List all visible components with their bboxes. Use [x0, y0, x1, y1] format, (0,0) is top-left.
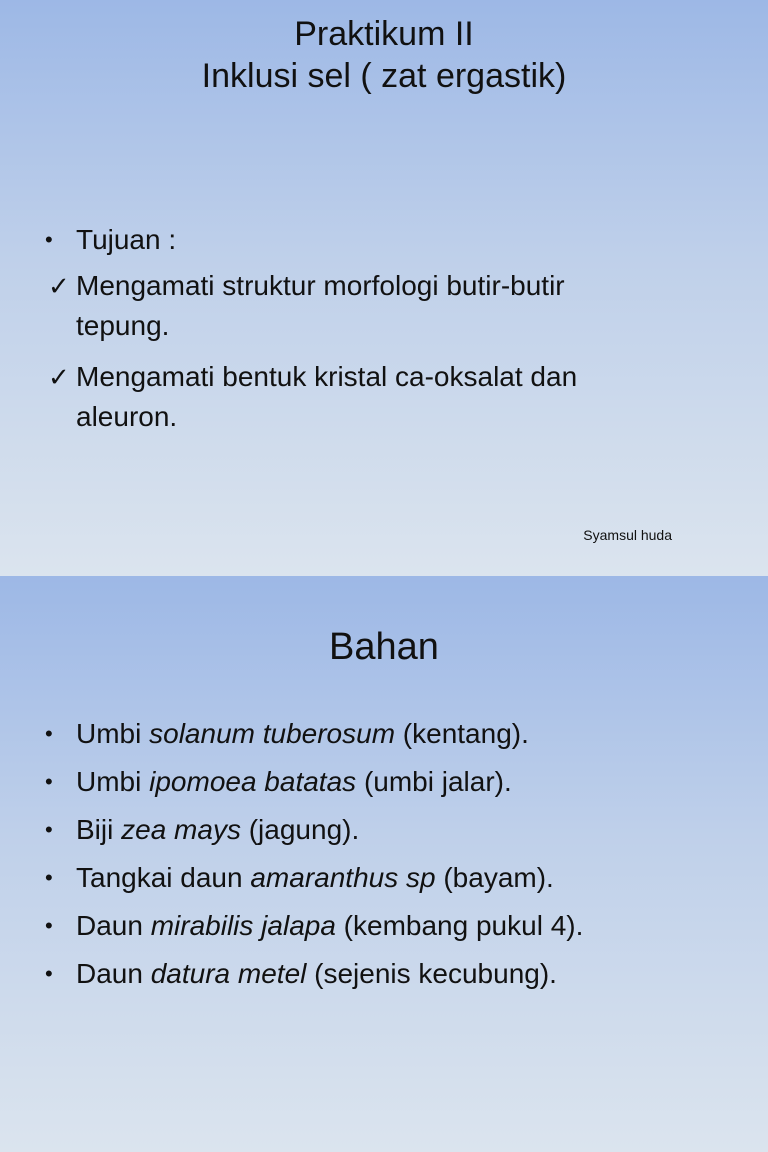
bullet-icon: •	[45, 817, 53, 842]
bullet-icon: •	[45, 769, 53, 794]
list-item	[45, 810, 735, 850]
objective-2-line-1: Mengamati bentuk kristal ca-oksalat dan	[76, 361, 578, 392]
item-suffix: (kentang).	[395, 718, 529, 749]
list-item	[45, 954, 735, 994]
item-prefix: Umbi	[76, 718, 150, 749]
item-suffix: (sejenis kecubung).	[306, 958, 557, 989]
bullet-icon: •	[45, 913, 53, 938]
objective-2-line-2: aleuron.	[76, 401, 178, 432]
bullet-icon: •	[45, 721, 53, 746]
objectives-list	[45, 220, 735, 448]
title-line-1: Praktikum II	[294, 15, 474, 53]
bullet-icon: •	[45, 961, 53, 986]
list-item	[45, 714, 735, 754]
author-name: Syamsul huda	[583, 527, 672, 543]
check-icon: ✓	[48, 271, 70, 301]
list-item	[45, 762, 735, 802]
list-item-objective-2	[45, 357, 735, 437]
species-name: mirabilis jalapa	[150, 910, 336, 941]
bahan-title: Bahan	[329, 626, 439, 668]
species-name: solanum tuberosum	[149, 718, 396, 749]
check-icon: ✓	[48, 362, 70, 392]
item-suffix: (kembang pukul 4).	[335, 910, 584, 941]
item-suffix: (umbi jalar).	[356, 766, 512, 797]
item-suffix: (jagung).	[240, 814, 360, 845]
species-name: zea mays	[121, 814, 241, 845]
materials-list	[45, 714, 735, 1002]
list-item	[45, 906, 735, 946]
item-prefix: Daun	[76, 958, 151, 989]
bullet-icon: •	[45, 865, 53, 890]
title-line-2: Inklusi sel ( zat ergastik)	[201, 57, 567, 95]
item-prefix: Daun	[76, 910, 151, 941]
slide-bahan	[0, 576, 768, 1152]
item-prefix: Tangkai daun	[76, 862, 251, 893]
list-item	[45, 858, 735, 898]
slide-title	[0, 626, 768, 668]
item-prefix: Biji	[76, 814, 122, 845]
species-name: amaranthus sp	[250, 862, 436, 893]
list-item-objective-1	[45, 266, 735, 346]
item-prefix: Umbi	[76, 766, 150, 797]
slide-title	[0, 13, 768, 97]
bullet-icon: •	[45, 227, 53, 252]
objective-1-line-1: Mengamati struktur morfologi butir-butir	[76, 270, 565, 301]
tujuan-label: Tujuan :	[76, 224, 177, 255]
list-item-tujuan	[45, 220, 735, 260]
species-name: ipomoea batatas	[149, 766, 357, 797]
objective-1-line-2: tepung.	[76, 310, 170, 341]
species-name: datura metel	[150, 958, 307, 989]
item-suffix: (bayam).	[435, 862, 554, 893]
